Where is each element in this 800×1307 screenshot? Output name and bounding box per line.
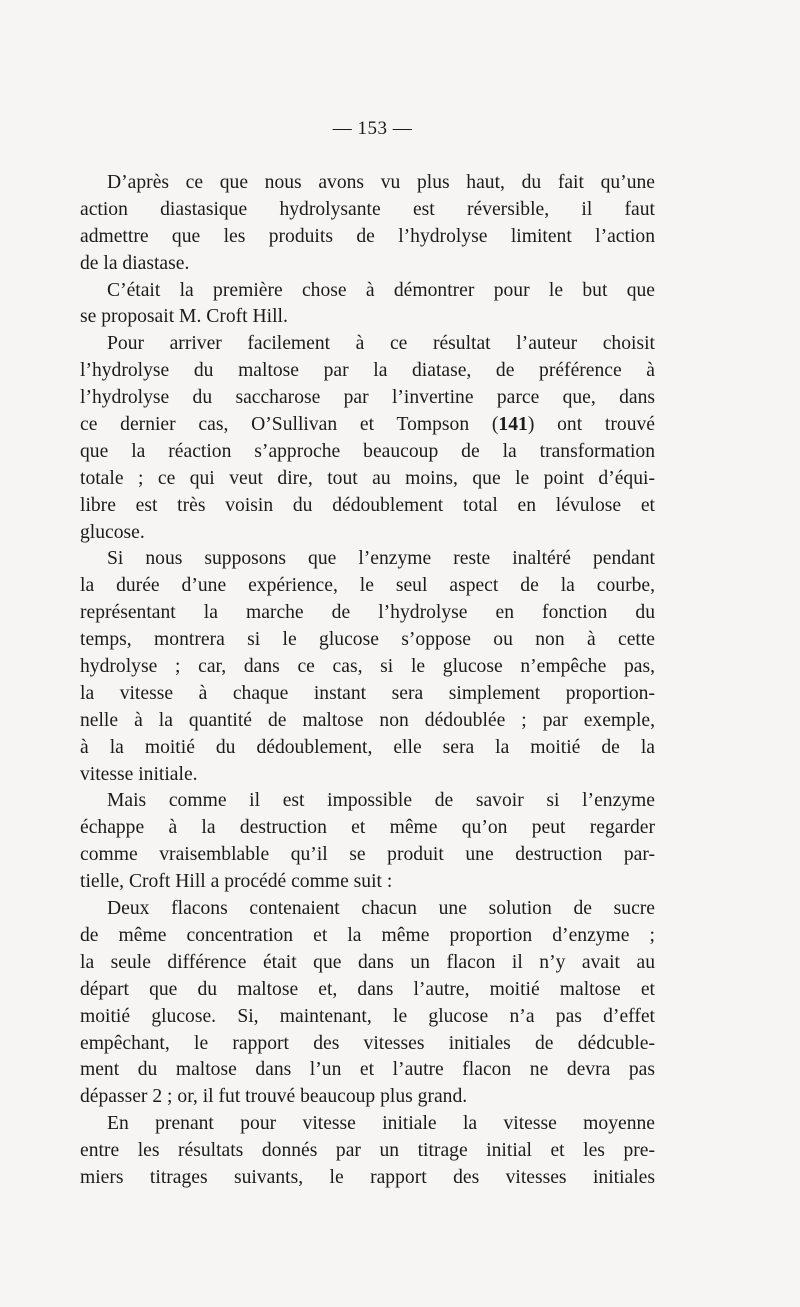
paragraph bbox=[80, 1111, 655, 1192]
text-line: de même concentration et la même proportion d’enzyme ; bbox=[80, 924, 655, 946]
text-line: Pour arriver facilement à ce résultat l’auteur choisit bbox=[107, 333, 655, 355]
text-line: D’après ce que nous avons vu plus haut, du fait qu’une bbox=[107, 172, 655, 193]
text-line: glucose. bbox=[80, 521, 145, 543]
text-line: l’hydrolyse du maltose par la diatase, de préférence à bbox=[80, 360, 655, 382]
paragraph bbox=[80, 278, 655, 332]
paragraph bbox=[80, 788, 655, 896]
text-line: que la réaction s’approche beaucoup de la transformation bbox=[80, 440, 655, 462]
text-line: action diastasique hydrolysante est réversible, il faut bbox=[80, 198, 655, 220]
text-line: En prenant pour vitesse initiale la vitesse moyenne bbox=[107, 1113, 655, 1135]
text-line: miers titrages suivants, le rapport des vitesses initiales bbox=[80, 1166, 655, 1188]
page-number: — 153 — bbox=[332, 118, 413, 139]
text-line: Si nous supposons que l’enzyme reste inaltéré pendant bbox=[107, 548, 655, 570]
document-page bbox=[80, 118, 655, 1192]
text-line: Deux flacons contenaient chacun une solution de sucre bbox=[107, 898, 655, 920]
text-line: représentant la marche de l’hydrolyse en fonction du bbox=[80, 602, 655, 624]
text-line: ment du maltose dans l’un et l’autre flacon ne devra pas bbox=[80, 1059, 655, 1081]
text-line: la vitesse à chaque instant sera simplement proportion- bbox=[80, 682, 655, 704]
text-line: comme vraisemblable qu’il se produit une destruction par- bbox=[80, 844, 655, 866]
text-line: la seule différence était que dans un flacon il n’y avait au bbox=[80, 951, 655, 973]
paragraph bbox=[80, 896, 655, 1111]
body-text bbox=[80, 170, 655, 1192]
paragraph bbox=[80, 546, 655, 788]
text-line: à la moitié du dédoublement, elle sera la moitié de la bbox=[80, 736, 655, 758]
text-line: libre est très voisin du dédoublement total en lévulose et bbox=[80, 494, 655, 516]
reference-number: 141 bbox=[498, 414, 528, 436]
text-line: temps, montrera si le glucose s’oppose ou non à cette bbox=[80, 629, 655, 651]
text-line: entre les résultats donnés par un titrage initial et les pre- bbox=[80, 1140, 655, 1162]
text-line: la durée d’une expérience, le seul aspect de la courbe, bbox=[80, 575, 655, 597]
text-line: départ que du maltose et, dans l’autre, moitié maltose et bbox=[80, 978, 655, 1000]
text-line: dépasser 2 ; or, il fut trouvé beaucoup plus grand. bbox=[80, 1086, 468, 1108]
text-line: l’hydrolyse du saccharose par l’invertine parce que, dans bbox=[80, 387, 655, 409]
text-line: vitesse initiale. bbox=[80, 763, 198, 785]
text-line: de la diastase. bbox=[80, 252, 190, 274]
text-line: se proposait M. Croft Hill. bbox=[80, 306, 288, 328]
text-line: C’était la première chose à démontrer pour le but que bbox=[107, 279, 655, 301]
text-line: nelle à la quantité de maltose non dédoublée ; par exemple, bbox=[80, 709, 655, 731]
text-line: moitié glucose. Si, maintenant, le glucose n’a pas d’effet bbox=[80, 1005, 655, 1027]
text-line: hydrolyse ; car, dans ce cas, si le glucose n’empêche pas, bbox=[80, 656, 655, 678]
paragraph bbox=[80, 331, 655, 546]
paragraph bbox=[80, 170, 655, 278]
text-line: empêchant, le rapport des vitesses initiales de dédcuble- bbox=[80, 1032, 655, 1054]
text-line: admettre que les produits de l’hydrolyse limitent l’action bbox=[80, 225, 655, 247]
text-line: tielle, Croft Hill a procédé comme suit : bbox=[80, 871, 393, 893]
text-line: Mais comme il est impossible de savoir si l’enzyme bbox=[107, 790, 655, 812]
text-line: échappe à la destruction et même qu’on peut regarder bbox=[80, 817, 655, 839]
text-line: totale ; ce qui veut dire, tout au moins, que le point d’équi- bbox=[80, 467, 655, 489]
text-line: ce dernier cas, O’Sullivan et Tompson (141) ont trouvé bbox=[80, 414, 655, 436]
